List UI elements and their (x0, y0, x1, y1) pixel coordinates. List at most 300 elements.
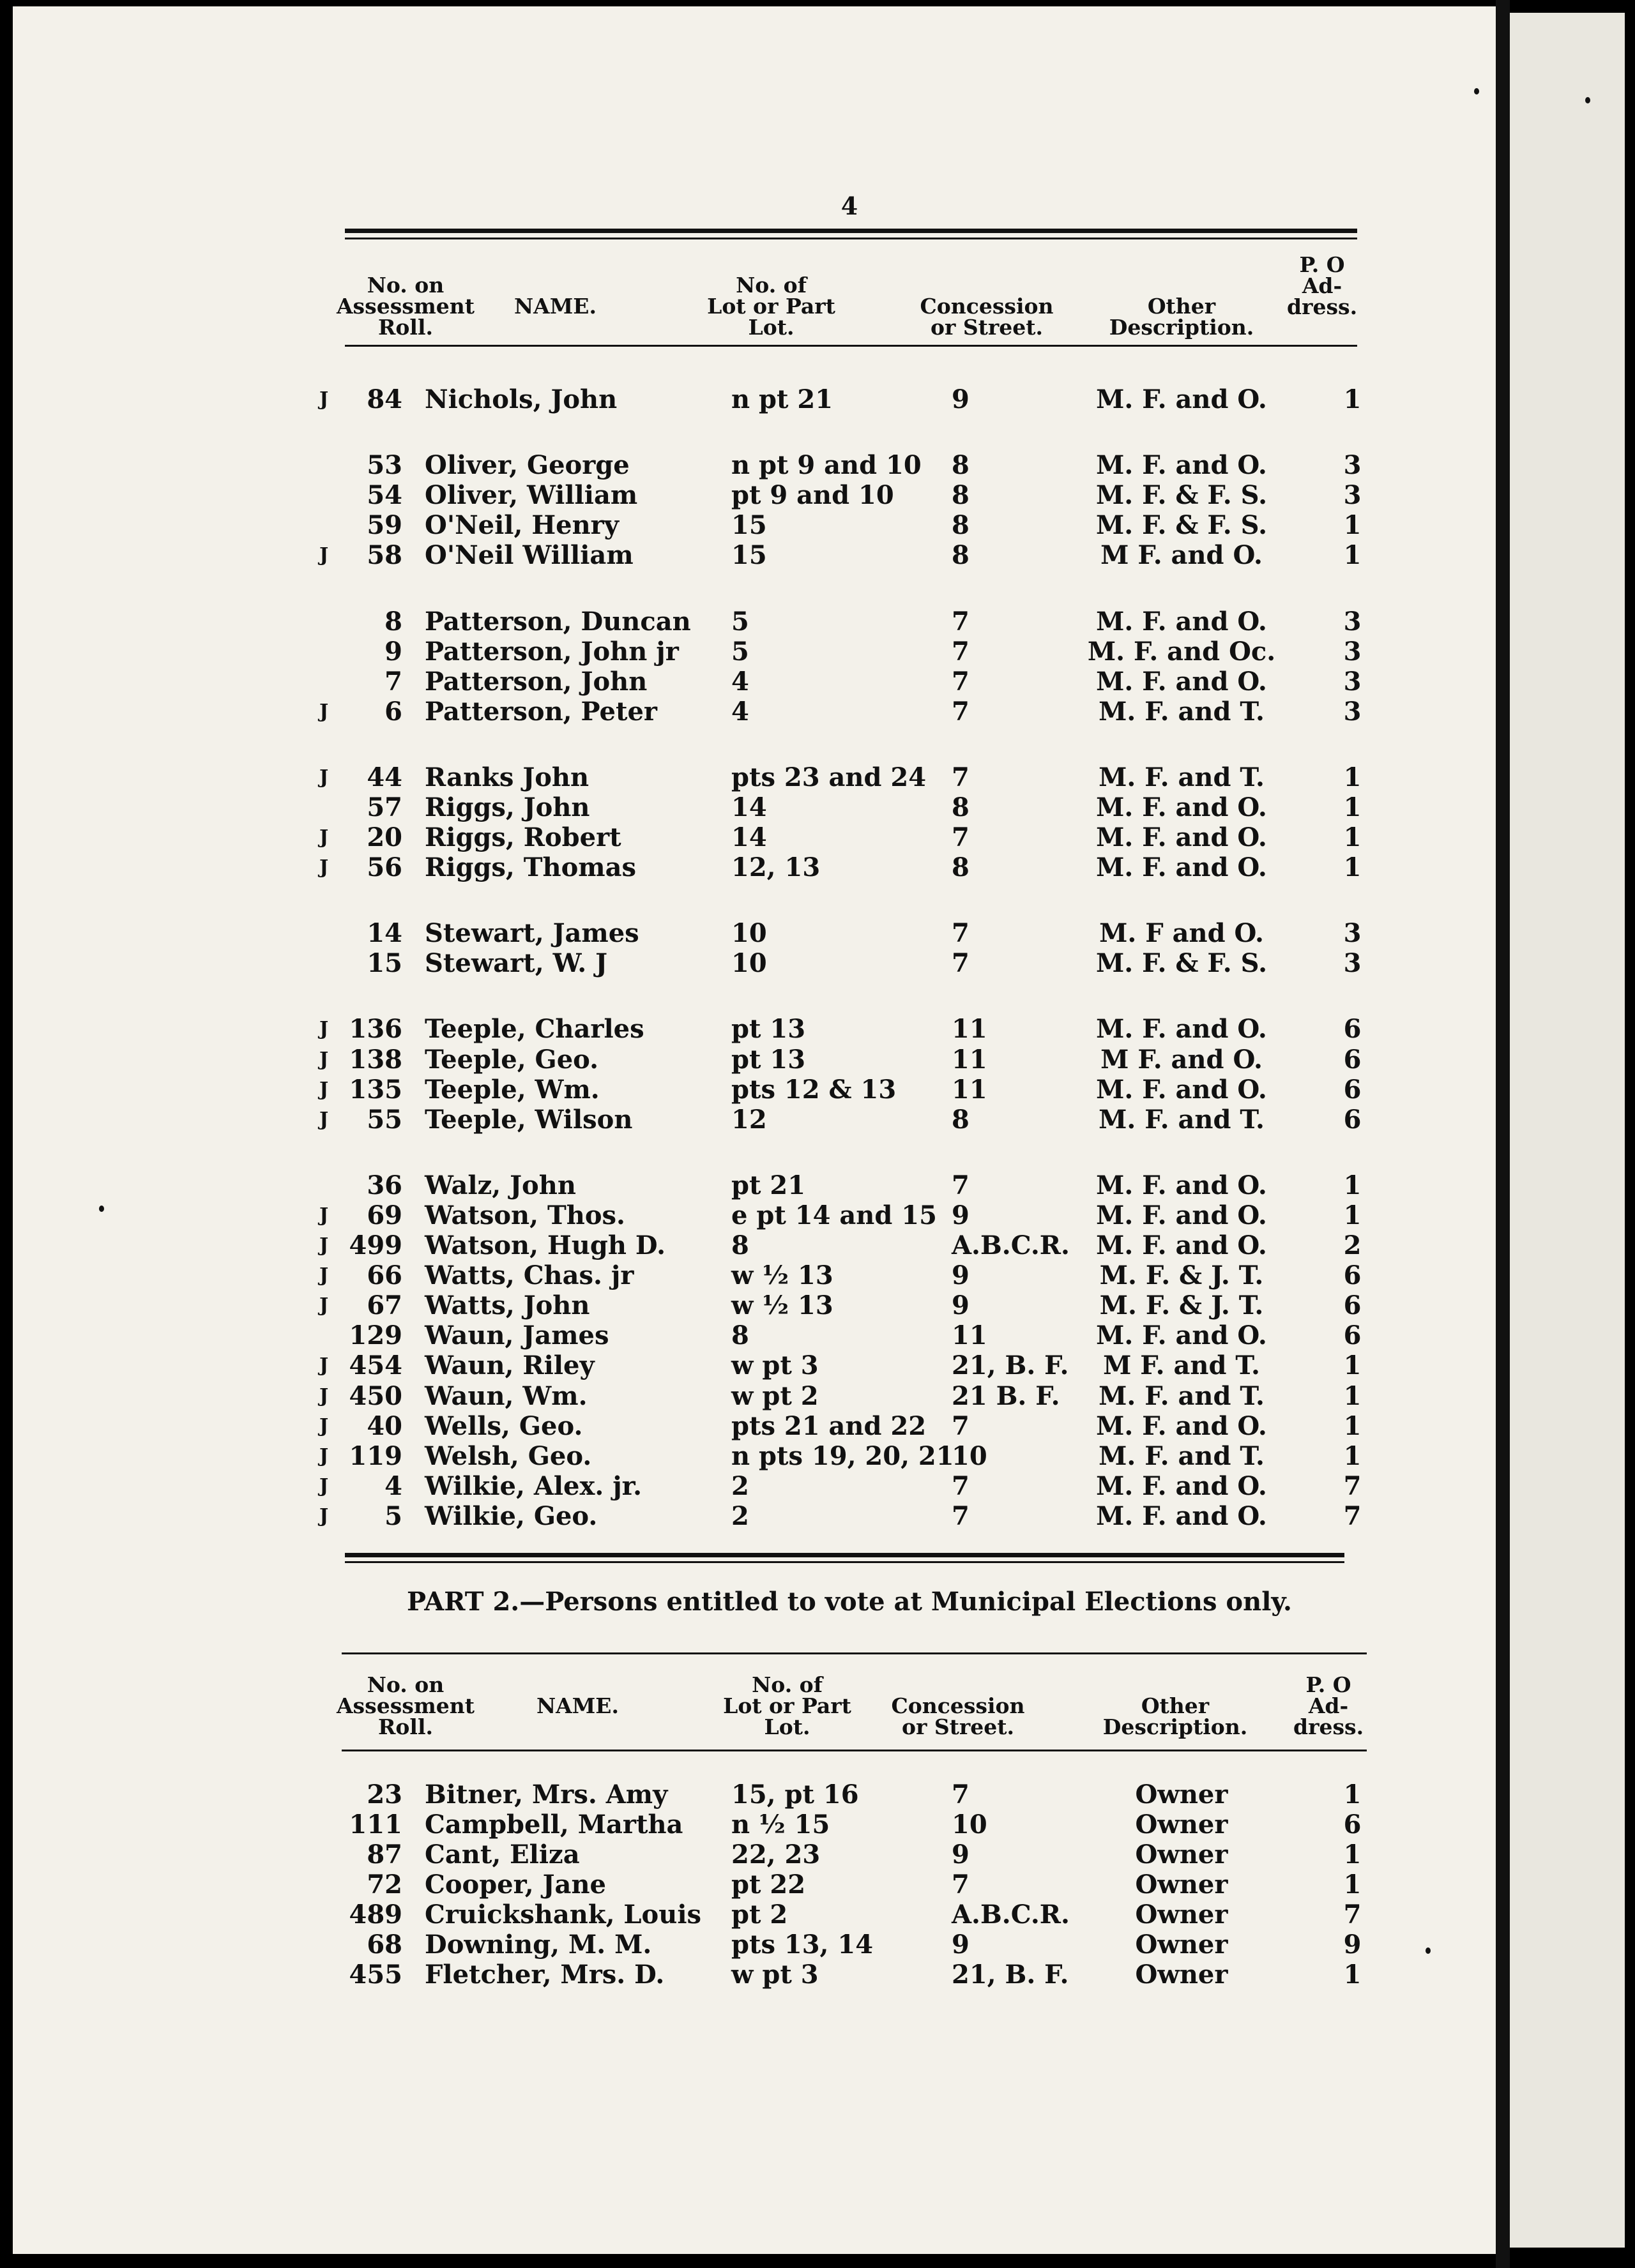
lot-number: 10 (731, 948, 767, 978)
roll-number: 119 (349, 1441, 402, 1471)
po-address: 1 (1343, 1411, 1362, 1441)
roll-mark: J (319, 1108, 329, 1131)
other-description: M. F. and O. (1096, 450, 1267, 480)
voter-name: Cruickshank, Louis (425, 1900, 702, 1930)
header-lot-line: No. of (752, 1672, 823, 1697)
concession: 7 (952, 667, 970, 697)
lot-number: pts 23 and 24 (731, 762, 927, 792)
voter-name: Nichols, John (425, 384, 618, 414)
roll-number: 55 (367, 1105, 402, 1135)
concession: 7 (952, 948, 970, 978)
concession: 11 (952, 1075, 987, 1105)
table-row (319, 511, 1380, 540)
po-address: 1 (1343, 1780, 1362, 1810)
po-address: 3 (1343, 637, 1362, 667)
lot-number: 10 (731, 918, 767, 948)
roll-mark: J (319, 1234, 329, 1257)
table-row (319, 793, 1380, 822)
roll-number: 40 (367, 1411, 402, 1441)
roll-number: 69 (367, 1200, 402, 1230)
table-row (319, 1351, 1380, 1380)
concession: 9 (952, 384, 970, 414)
table-row (319, 1780, 1380, 1810)
table-row (319, 1321, 1380, 1350)
header-lot-line: No. of (736, 273, 807, 298)
other-description: M. F. & F. S. (1095, 480, 1267, 510)
lot-number: 12, 13 (731, 852, 821, 882)
header-name: NAME. (514, 294, 597, 319)
concession: 11 (952, 1045, 987, 1075)
lot-number: w ½ 13 (731, 1290, 833, 1320)
po-address: 1 (1343, 852, 1362, 882)
other-description: Owner (1135, 1870, 1228, 1900)
other-description: M. F. & F. S. (1095, 510, 1267, 540)
po-address: 1 (1343, 822, 1362, 852)
table-row (319, 1231, 1380, 1260)
po-address: 3 (1343, 697, 1362, 727)
header-roll-line: Roll. (378, 315, 433, 340)
lot-number: w pt 3 (731, 1960, 819, 1990)
voter-name: Patterson, John (425, 667, 648, 697)
concession: 7 (952, 918, 970, 948)
table-row (319, 385, 1380, 414)
part2-header-roll (329, 1674, 482, 1737)
concession: 11 (952, 1014, 987, 1044)
po-address: 1 (1343, 510, 1362, 540)
header-po-line: P. O (1299, 252, 1345, 277)
table-row (319, 637, 1380, 667)
po-address: 6 (1343, 1290, 1362, 1320)
concession: 10 (952, 1810, 987, 1840)
header-po-line: dress. (1287, 294, 1358, 319)
table-row (319, 667, 1380, 697)
header-concession-line: Concession (920, 294, 1054, 319)
header-other-line: Description. (1102, 1714, 1248, 1739)
roll-mark: J (319, 1048, 329, 1071)
roll-number: 450 (349, 1381, 402, 1411)
other-description: M. F. and O. (1096, 1230, 1267, 1260)
concession: 9 (952, 1840, 970, 1870)
roll-number: 15 (367, 948, 402, 978)
roll-mark: J (319, 1445, 329, 1467)
concession: 8 (952, 540, 970, 570)
roll-mark: J (319, 1475, 329, 1497)
other-description: Owner (1135, 1900, 1228, 1930)
concession: 21, B. F. (952, 1960, 1069, 1990)
header-rule-top (345, 229, 1357, 233)
roll-number: 8 (384, 607, 402, 637)
part2-header-rule-bottom (342, 1750, 1367, 1751)
concession: 7 (952, 1870, 970, 1900)
table-row (319, 1045, 1380, 1075)
voter-name: Oliver, William (425, 480, 638, 510)
lot-number: pt 9 and 10 (731, 480, 894, 510)
header-other-line: Other (1141, 1693, 1210, 1718)
other-description: M. F. and T. (1099, 1381, 1265, 1411)
voter-name: Waun, James (425, 1320, 609, 1350)
header-lot-line: Lot. (764, 1714, 810, 1739)
lot-number: w pt 3 (731, 1350, 819, 1380)
part2-header-concession (881, 1695, 1035, 1737)
po-address: 1 (1343, 1870, 1362, 1900)
voter-name: Downing, M. M. (425, 1930, 652, 1960)
voter-name: Stewart, W. J (425, 948, 608, 978)
voter-name: Teeple, Geo. (425, 1045, 599, 1075)
voter-name: Oliver, George (425, 450, 630, 480)
po-address: 1 (1343, 792, 1362, 822)
lot-number: 8 (731, 1230, 749, 1260)
other-description: M. F. & F. S. (1095, 948, 1267, 978)
roll-mark: J (319, 388, 329, 411)
table-row (319, 919, 1380, 948)
lot-number: 15 (731, 510, 767, 540)
concession: A.B.C.R. (952, 1230, 1070, 1260)
header-concession-line: or Street. (901, 1714, 1015, 1739)
lot-number: 5 (731, 637, 749, 667)
header-roll-line: Roll. (378, 1714, 433, 1739)
concession: 7 (952, 697, 970, 727)
po-address: 3 (1343, 918, 1362, 948)
roll-mark: J (319, 1354, 329, 1377)
table-row (319, 1900, 1380, 1930)
lot-number: 2 (731, 1471, 749, 1501)
header-lot-line: Lot or Part (707, 294, 835, 319)
header-lot-line: Lot. (748, 315, 795, 340)
concession: 11 (952, 1320, 987, 1350)
roll-number: 5 (384, 1501, 402, 1531)
po-address: 7 (1343, 1471, 1362, 1501)
voter-name: Walz, John (425, 1170, 576, 1200)
lot-number: 15, pt 16 (731, 1780, 859, 1810)
other-description: M F. and O. (1100, 1045, 1263, 1075)
book-spine (1496, 0, 1510, 2268)
concession: 7 (952, 637, 970, 667)
other-description: M. F. and O. (1096, 822, 1267, 852)
roll-number: 6 (384, 697, 402, 727)
lot-number: pt 13 (731, 1045, 806, 1075)
part1-end-rule (345, 1553, 1344, 1557)
table-row (319, 451, 1380, 480)
roll-number: 136 (349, 1014, 402, 1044)
lot-number: 15 (731, 540, 767, 570)
other-description: M. F. and O. (1096, 667, 1267, 697)
roll-number: 56 (367, 852, 402, 882)
header-rule-top-thin (345, 238, 1357, 239)
lot-number: pt 22 (731, 1870, 806, 1900)
other-description: M. F. & J. T. (1099, 1260, 1264, 1290)
header-concession-line: or Street. (930, 315, 1044, 340)
table-row (319, 1960, 1380, 1990)
concession: 7 (952, 607, 970, 637)
lot-number: 14 (731, 822, 767, 852)
other-description: M. F. and O. (1096, 792, 1267, 822)
po-address: 6 (1343, 1320, 1362, 1350)
roll-mark: J (319, 1264, 329, 1287)
roll-number: 59 (367, 510, 402, 540)
table-row (319, 853, 1380, 882)
header-lot-line: Lot or Part (723, 1693, 851, 1718)
other-description: Owner (1135, 1960, 1228, 1990)
voter-name: Patterson, Peter (425, 697, 657, 727)
lot-number: pts 21 and 22 (731, 1411, 927, 1441)
table-row (319, 1412, 1380, 1441)
lot-number: 12 (731, 1105, 767, 1135)
roll-number: 489 (349, 1900, 402, 1930)
header-po-line: dress. (1293, 1714, 1364, 1739)
other-description: Owner (1135, 1780, 1228, 1810)
other-description: M F. and T. (1103, 1350, 1260, 1380)
po-address: 1 (1343, 1840, 1362, 1870)
roll-number: 9 (384, 637, 402, 667)
table-row (319, 607, 1380, 637)
table-row (319, 697, 1380, 727)
table-row (319, 1840, 1380, 1870)
table-row (319, 1502, 1380, 1531)
page-number: 4 (840, 192, 858, 220)
table-row (319, 481, 1380, 510)
table-row (319, 1291, 1380, 1320)
po-address: 1 (1343, 1441, 1362, 1471)
concession: 8 (952, 1105, 970, 1135)
roll-number: 54 (367, 480, 402, 510)
roll-number: 499 (349, 1230, 402, 1260)
other-description: M. F. and O. (1096, 1471, 1267, 1501)
voter-name: Bitner, Mrs. Amy (425, 1780, 668, 1810)
other-description: M. F. and T. (1099, 762, 1265, 792)
roll-number: 57 (367, 792, 402, 822)
other-description: M. F. and T. (1099, 1441, 1265, 1471)
voter-name: Wilkie, Alex. jr. (425, 1471, 642, 1501)
ink-speck (1585, 97, 1590, 103)
roll-number: 67 (367, 1290, 402, 1320)
lot-number: 5 (731, 607, 749, 637)
ink-speck (99, 1206, 104, 1212)
po-address: 1 (1343, 1170, 1362, 1200)
roll-number: 4 (384, 1471, 402, 1501)
other-description: M. F. and O. (1096, 1075, 1267, 1105)
roll-number: 129 (349, 1320, 402, 1350)
po-address: 3 (1343, 667, 1362, 697)
concession: 7 (952, 762, 970, 792)
table-row (319, 1930, 1380, 1960)
concession: 7 (952, 1471, 970, 1501)
other-description: M. F. and T. (1099, 1105, 1265, 1135)
other-description: M. F. and O. (1096, 607, 1267, 637)
other-description: Owner (1135, 1810, 1228, 1840)
part2-header-other (1095, 1695, 1255, 1737)
roll-number: 455 (349, 1960, 402, 1990)
po-address: 1 (1343, 1381, 1362, 1411)
voter-name: Riggs, John (425, 792, 590, 822)
voter-name: Cooper, Jane (425, 1870, 607, 1900)
voter-name: Teeple, Charles (425, 1014, 644, 1044)
roll-number: 111 (349, 1810, 402, 1840)
table-row (319, 1442, 1380, 1471)
concession: 21, B. F. (952, 1350, 1069, 1380)
lot-number: 4 (731, 697, 749, 727)
lot-number: w ½ 13 (731, 1260, 833, 1290)
header-po-line: Ad- (1308, 1693, 1349, 1718)
header-other (1102, 296, 1261, 338)
roll-number: 87 (367, 1840, 402, 1870)
voter-name: Fletcher, Mrs. D. (425, 1960, 665, 1990)
voter-name: Patterson, Duncan (425, 607, 691, 637)
lot-number: w pt 2 (731, 1381, 819, 1411)
lot-number: e pt 14 and 15 (731, 1200, 937, 1230)
table-row (319, 1472, 1380, 1501)
po-address: 6 (1343, 1260, 1362, 1290)
other-description: M. F. and O. (1096, 852, 1267, 882)
table-row (319, 1870, 1380, 1900)
part2-header-name: NAME. (536, 1693, 619, 1718)
roll-number: 58 (367, 540, 402, 570)
lot-number: pt 21 (731, 1170, 806, 1200)
other-description: M. F and O. (1099, 918, 1264, 948)
voter-name: Watts, Chas. jr (425, 1260, 634, 1290)
concession: 9 (952, 1260, 970, 1290)
other-description: M. F. and Oc. (1087, 637, 1276, 667)
other-description: M. F. and O. (1096, 1320, 1267, 1350)
voter-name: Teeple, Wilson (425, 1105, 633, 1135)
concession: 21 B. F. (952, 1381, 1060, 1411)
concession: 7 (952, 1501, 970, 1531)
voter-name: Teeple, Wm. (425, 1075, 600, 1105)
other-description: M. F. and O. (1096, 1170, 1267, 1200)
roll-mark: J (319, 1415, 329, 1437)
concession: 8 (952, 852, 970, 882)
roll-number: 44 (367, 762, 402, 792)
po-address: 1 (1343, 1960, 1362, 1990)
other-description: M. F. and O. (1096, 384, 1267, 414)
voter-name: Campbell, Martha (425, 1810, 683, 1840)
po-address: 3 (1343, 480, 1362, 510)
concession: 8 (952, 792, 970, 822)
roll-mark: J (319, 1018, 329, 1040)
voter-name: Waun, Wm. (425, 1381, 588, 1411)
roll-mark: J (319, 766, 329, 789)
roll-number: 66 (367, 1260, 402, 1290)
part2-header-rule-top (342, 1652, 1367, 1654)
roll-number: 36 (367, 1170, 402, 1200)
concession: 8 (952, 450, 970, 480)
concession: 7 (952, 1170, 970, 1200)
po-address: 1 (1343, 762, 1362, 792)
header-roll-line: Assessment (336, 1693, 475, 1718)
table-row (319, 1171, 1380, 1200)
voter-name: Riggs, Thomas (425, 852, 637, 882)
part1-end-rule-thin (345, 1561, 1344, 1563)
po-address: 6 (1343, 1075, 1362, 1105)
po-address: 1 (1343, 384, 1362, 414)
roll-number: 7 (384, 667, 402, 697)
roll-number: 68 (367, 1930, 402, 1960)
other-description: M. F. and O. (1096, 1014, 1267, 1044)
other-description: M F. and O. (1100, 540, 1263, 570)
concession: 7 (952, 822, 970, 852)
concession: 8 (952, 510, 970, 540)
part2-header-lot (706, 1674, 869, 1737)
lot-number: 8 (731, 1320, 749, 1350)
roll-mark: J (319, 1385, 329, 1407)
ink-speck (1474, 88, 1479, 94)
part2-title: PART 2.—Persons entitled to vote at Municipal Elections only. (407, 1587, 1292, 1617)
voter-name: Wilkie, Geo. (425, 1501, 598, 1531)
table-row (319, 949, 1380, 978)
table-row (319, 1261, 1380, 1290)
header-concession-line: Concession (891, 1693, 1025, 1718)
roll-number: 53 (367, 450, 402, 480)
header-other-line: Other (1147, 294, 1216, 319)
roll-number: 84 (367, 384, 402, 414)
roll-number: 23 (367, 1780, 402, 1810)
po-address: 3 (1343, 607, 1362, 637)
other-description: Owner (1135, 1840, 1228, 1870)
header-roll-line: No. on (367, 1672, 445, 1697)
table-row (319, 1075, 1380, 1105)
table-row (319, 1201, 1380, 1230)
lot-number: pt 2 (731, 1900, 788, 1930)
header-po-line: P. O (1305, 1672, 1351, 1697)
table-row (319, 1382, 1380, 1411)
po-address: 1 (1343, 1350, 1362, 1380)
concession: 8 (952, 480, 970, 510)
roll-number: 20 (367, 822, 402, 852)
lot-number: n pts 19, 20, 21 (731, 1441, 954, 1471)
header-po-line: Ad- (1302, 273, 1342, 298)
voter-name: Watts, John (425, 1290, 590, 1320)
lot-number: pt 13 (731, 1014, 806, 1044)
header-po (1287, 254, 1357, 317)
po-address: 6 (1343, 1105, 1362, 1135)
roll-mark: J (319, 700, 329, 723)
concession: 9 (952, 1930, 970, 1960)
lot-number: 22, 23 (731, 1840, 821, 1870)
voter-name: O'Neil William (425, 540, 634, 570)
roll-number: 138 (349, 1045, 402, 1075)
concession: 9 (952, 1200, 970, 1230)
voter-name: Riggs, Robert (425, 822, 621, 852)
voter-name: Cant, Eliza (425, 1840, 580, 1870)
header-other-line: Description. (1109, 315, 1254, 340)
concession: 7 (952, 1411, 970, 1441)
voter-name: Welsh, Geo. (425, 1441, 592, 1471)
voter-name: Ranks John (425, 762, 589, 792)
other-description: M. F. and O. (1096, 1200, 1267, 1230)
roll-number: 14 (367, 918, 402, 948)
po-address: 9 (1343, 1930, 1362, 1960)
facing-page-edge (1510, 13, 1625, 2248)
po-address: 6 (1343, 1810, 1362, 1840)
lot-number: n ½ 15 (731, 1810, 830, 1840)
header-lot (690, 275, 853, 338)
header-roll-line: No. on (367, 273, 445, 298)
voter-name: Watson, Hugh D. (425, 1230, 666, 1260)
lot-number: 2 (731, 1501, 749, 1531)
voter-name: Stewart, James (425, 918, 639, 948)
header-roll-line: Assessment (336, 294, 475, 319)
other-description: M. F. and O. (1096, 1411, 1267, 1441)
other-description: M. F. and O. (1096, 1501, 1267, 1531)
po-address: 7 (1343, 1900, 1362, 1930)
po-address: 7 (1343, 1501, 1362, 1531)
table-row (319, 541, 1380, 570)
ink-speck (1426, 1947, 1431, 1954)
voter-name: Waun, Riley (425, 1350, 595, 1380)
po-address: 6 (1343, 1014, 1362, 1044)
lot-number: n pt 9 and 10 (731, 450, 922, 480)
concession: 10 (952, 1441, 987, 1471)
voter-name: Watson, Thos. (425, 1200, 625, 1230)
